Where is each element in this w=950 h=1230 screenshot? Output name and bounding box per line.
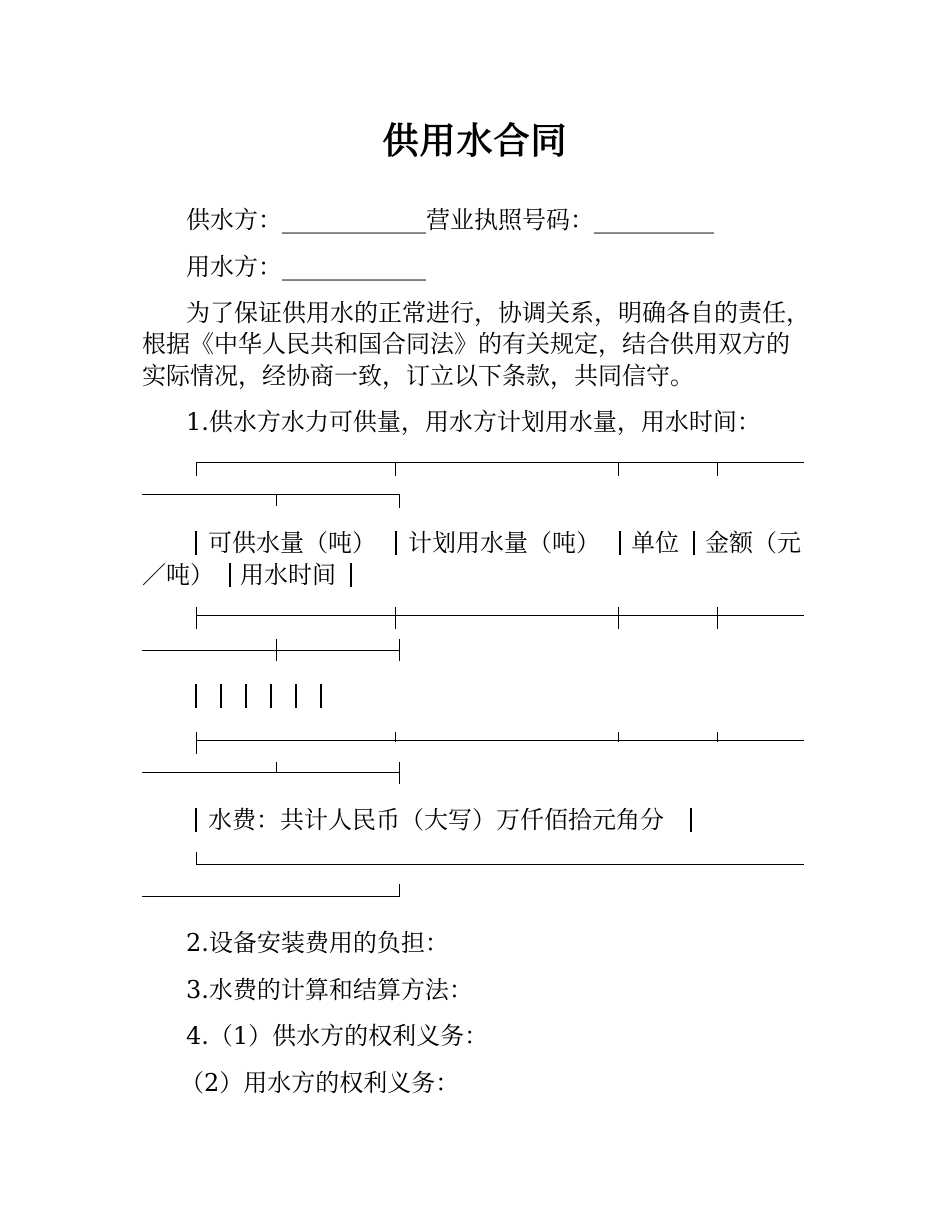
header-unit: 单位 (631, 529, 679, 557)
table-border-mid2 (196, 740, 804, 741)
header-planned: 计划用水量（吨） (408, 529, 600, 557)
table-tick (717, 462, 718, 476)
table-tick (395, 607, 396, 629)
table-tick (399, 639, 400, 661)
table-bar (320, 684, 322, 708)
table-tick (717, 732, 718, 742)
header-amount: 金额（元 (705, 529, 801, 557)
table-tick (395, 462, 396, 476)
table-border-bottom-wrap (142, 896, 400, 897)
table-bar (395, 531, 397, 555)
table-bar (693, 531, 695, 555)
document-title: 供用水合同 (382, 121, 568, 162)
preamble-line-2: 根据《中华人民共和国合同法》的有关规定，结合供用双方的 (142, 330, 790, 358)
header-amount-unit: ／吨） (142, 561, 214, 589)
table-bar (350, 563, 352, 587)
table-border-mid-wrap (142, 650, 400, 651)
clause-2: 2.设备安装费用的负担： (186, 929, 449, 957)
table-bar (619, 531, 621, 555)
table-tick (395, 732, 396, 742)
fee-row: 水费：共计人民币（大写）万仟佰拾元角分 (208, 806, 664, 834)
table-bar (195, 531, 197, 555)
table-corner-bottom-left (196, 852, 197, 864)
table-tick (196, 607, 197, 629)
table-border-top (196, 462, 804, 463)
clause-3: 3.水费的计算和结算方法： (186, 976, 473, 1004)
header-capacity: 可供水量（吨） (208, 529, 376, 557)
table-bar (270, 684, 272, 708)
table-tick (276, 762, 277, 772)
table-bar (220, 684, 222, 708)
table-corner-left (196, 462, 197, 476)
clause-4-1: 4.（1）供水方的权利义务： (186, 1022, 489, 1050)
table-bar (229, 563, 231, 587)
table-bar (690, 808, 692, 832)
table-corner-bottom-right (399, 884, 400, 896)
table-border-top-wrap (142, 494, 400, 495)
table-tick (618, 732, 619, 742)
table-corner-right (399, 494, 400, 508)
table-bar (295, 684, 297, 708)
table-bar (245, 684, 247, 708)
preamble-line-3: 实际情况，经协商一致，订立以下条款，共同信守。 (142, 362, 694, 390)
user-line: 用水方：____________ (186, 253, 426, 281)
table-tick (618, 607, 619, 629)
table-tick (399, 762, 400, 784)
table-tick (717, 607, 718, 629)
clause-1: 1.供水方水力可供量，用水方计划用水量，用水时间： (186, 408, 761, 436)
table-border-mid (196, 615, 804, 616)
table-tick (196, 732, 197, 754)
preamble-line-1: 为了保证供用水的正常进行，协调关系，明确各自的责任， (186, 299, 810, 327)
table-bar (195, 808, 197, 832)
table-bar (195, 684, 197, 708)
clause-4-2: （2）用水方的权利义务： (180, 1069, 460, 1097)
table-border-bottom (196, 864, 804, 865)
header-time: 用水时间 (240, 561, 336, 589)
table-border-mid2-wrap (142, 772, 400, 773)
table-tick (618, 462, 619, 476)
table-tick (276, 639, 277, 661)
table-tick (276, 494, 277, 506)
supplier-line: 供水方：____________营业执照号码：__________ (186, 206, 714, 234)
